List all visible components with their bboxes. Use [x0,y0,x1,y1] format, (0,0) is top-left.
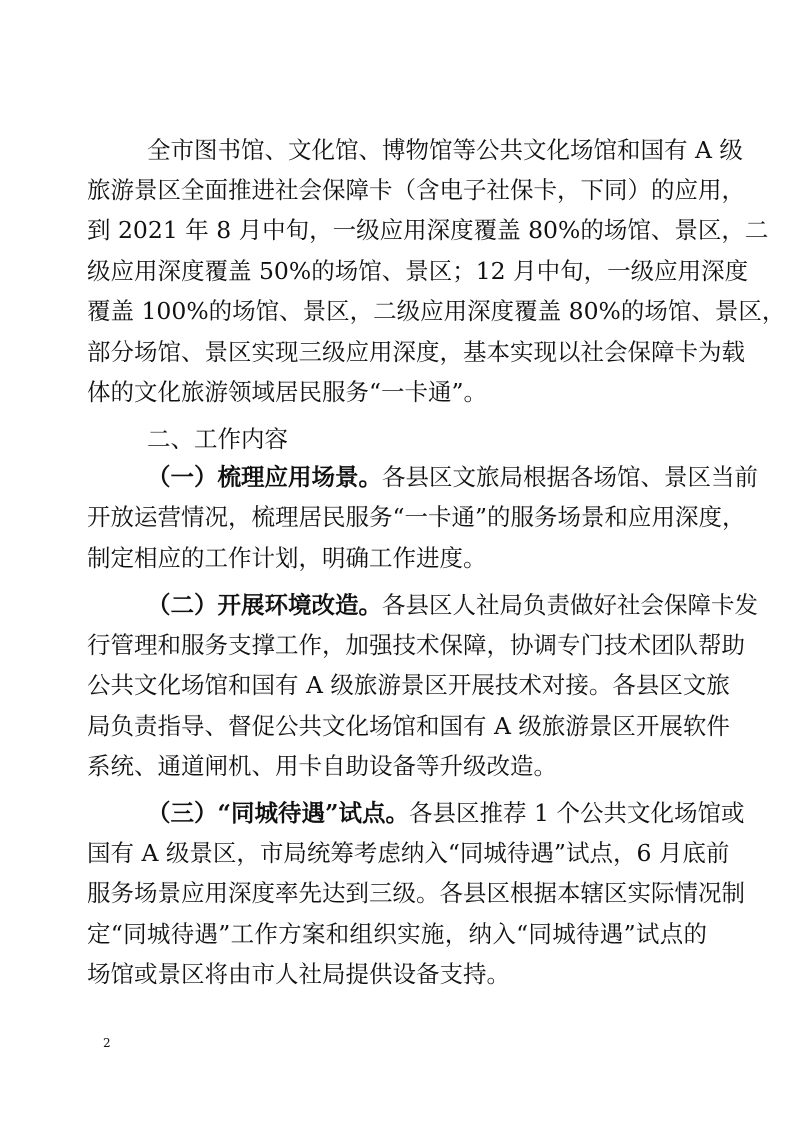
item-1-title: （一）梳理应用场景。 [147,463,382,491]
paragraph-line: 到 2021 年 8 月中旬，一级应用深度覆盖 80%的场馆、景区，二 [87,216,769,244]
item-2-title: （二）开展环境改造。 [147,591,382,619]
item-3-first-line [147,798,745,828]
section-heading: 二、工作内容 [147,425,288,453]
paragraph-line: 系统、通道闸机、用卡自助设备等升级改造。 [87,752,557,780]
paragraph-line: 旅游景区全面推进社会保障卡（含电子社保卡，下同）的应用， [87,176,745,204]
paragraph-line: 体的文化旅游领域居民服务“一卡通”。 [87,378,488,406]
item-2-first-line [147,590,758,620]
paragraph-line: 场馆或景区将由市人社局提供设备支持。 [87,960,510,988]
paragraph-line: 级应用深度覆盖 50%的场馆、景区；12 月中旬，一级应用深度 [87,257,749,285]
paragraph-line: 覆盖 100%的场馆、景区，二级应用深度覆盖 80%的场馆、景区， [87,297,786,325]
item-3-title: （三）“同城待遇”试点。 [147,799,410,827]
item-1-first-line [147,462,758,492]
paragraph-line: 部分场馆、景区实现三级应用深度，基本实现以社会保障卡为载 [87,338,745,366]
item-2-text: 各县区人社局负责做好社会保障卡发 [382,591,758,619]
paragraph-line: 国有 A 级景区，市局统筹考虑纳入“同城待遇”试点，6 月底前 [87,839,730,867]
paragraph-line: 服务场景应用深度率先达到三级。各县区根据本辖区实际情况制 [87,879,745,907]
paragraph-line: 局负责指导、督促公共文化场馆和国有 A 级旅游景区开展软件 [87,712,730,740]
paragraph-line: 全市图书馆、文化馆、博物馆等公共文化场馆和国有 A 级 [147,136,743,164]
paragraph-line: 定“同城待遇”工作方案和组织实施，纳入“同城待遇”试点的 [87,920,707,948]
item-1-text: 各县区文旅局根据各场馆、景区当前 [382,463,758,491]
paragraph-line: 行管理和服务支撑工作，加强技术保障，协调专门技术团队帮助 [87,631,745,659]
paragraph-line: 开放运营情况，梳理居民服务“一卡通”的服务场景和应用深度， [87,503,746,531]
item-3-text: 各县区推荐 1 个公共文化场馆或 [409,799,745,827]
page-number: 2 [103,1036,111,1050]
paragraph-line: 公共文化场馆和国有 A 级旅游景区开展技术对接。各县区文旅 [87,671,730,699]
paragraph-line: 制定相应的工作计划，明确工作进度。 [87,544,487,572]
